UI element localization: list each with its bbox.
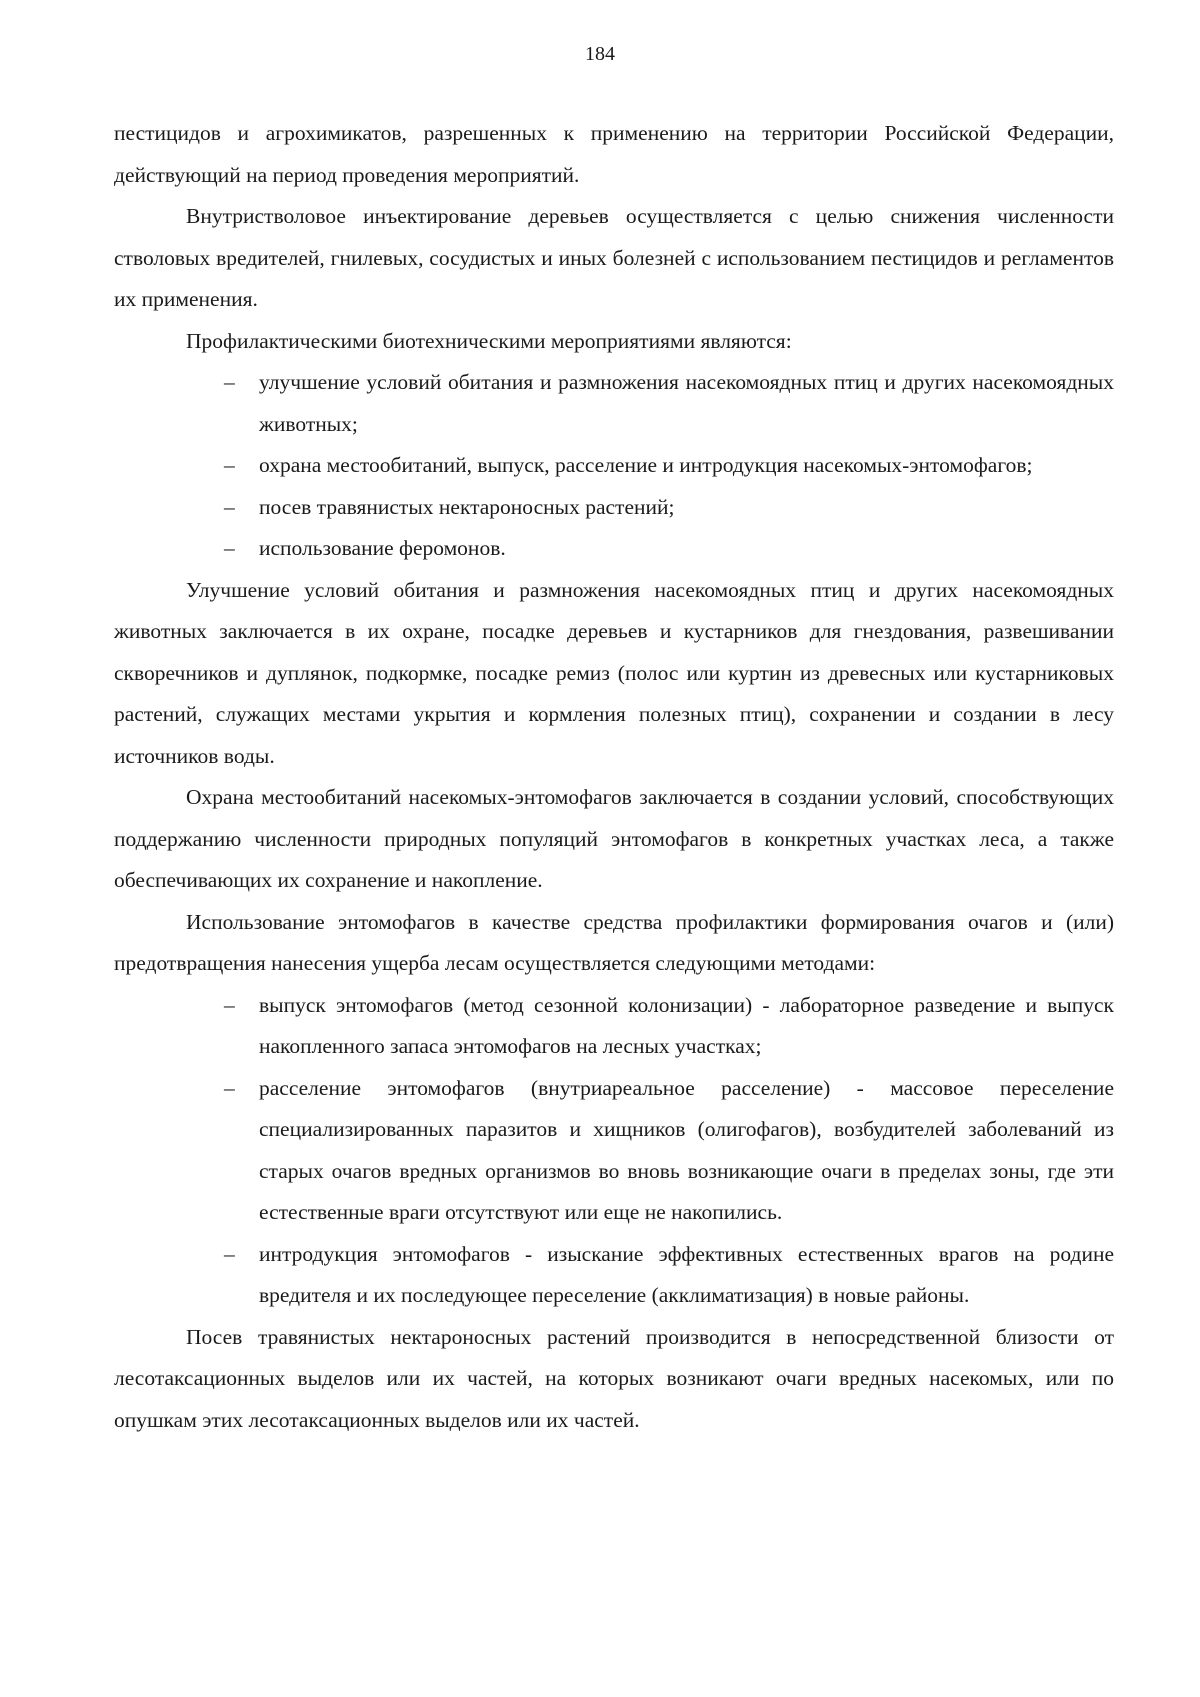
dash-bullet: – <box>224 370 235 394</box>
list-item-text: выпуск энтомофагов (метод сезонной колонизации) - лабораторное разведение и выпуск накопленного запаса энтомофагов на лесных участках; <box>259 992 1114 1058</box>
paragraph: Профилактическими биотехническими мероприятиями являются: <box>186 328 792 353</box>
page-number: 184 <box>585 43 615 65</box>
list-item <box>224 985 1114 1068</box>
list-item <box>224 445 1114 487</box>
list-item <box>224 487 1114 529</box>
document-body <box>114 113 1114 1441</box>
paragraph: Посев травянистых нектароносных растений производится в непосредственной близости от лесотаксационных выделов или их частей, на которых возникают очаги вредных насекомых, или по опушкам этих лесотаксационных выделов или их частей. <box>114 1324 1114 1432</box>
paragraph: Улучшение условий обитания и размножения насекомоядных птиц и других насекомоядных животных заключается в их охране, посадке деревьев и кустарников для гнездования, развешивании скворечников и дуплянок, подкормке, посадке ремиз (полос или куртин из древесных или кустарниковых растений, служащих местами укрытия и кормления полезных птиц), сохранении и создании в лесу источников воды. <box>114 577 1114 768</box>
list-item <box>224 528 1114 570</box>
paragraph: Использование энтомофагов в качестве средства профилактики формирования очагов и (или) предотвращения нанесения ущерба лесам осуществляется следующими методами: <box>114 909 1114 975</box>
list-item-text: использование феромонов. <box>259 536 506 560</box>
list-item-text: расселение энтомофагов (внутриареальное расселение) - массовое переселение специализированных паразитов и хищников (олигофагов), возбудителей заболеваний из старых очагов вредных организмов во вновь возникающие очаги в пределах зоны, где эти естественные враги отсутствуют или еще не накопились. <box>259 1075 1114 1224</box>
list-item-text: улучшение условий обитания и размножения насекомоядных птиц и других насекомоядных животных; <box>259 370 1114 436</box>
paragraph: Охрана местообитаний насекомых-энтомофагов заключается в создании условий, способствующих поддержанию численности природных популяций энтомофагов в конкретных участках леса, а также обеспечивающих их сохранение и накопление. <box>114 785 1114 892</box>
entomophage-methods-list <box>114 985 1114 1317</box>
list-item <box>224 1068 1114 1234</box>
list-item <box>224 1234 1114 1317</box>
dash-bullet: – <box>224 1241 235 1266</box>
dash-bullet: – <box>224 1075 235 1100</box>
paragraph: пестицидов и агрохимикатов, разрешенных к применению на территории Российской Федерации, действующий на период проведения мероприятий. <box>114 121 1114 187</box>
dash-bullet: – <box>224 494 235 519</box>
list-item-text: посев травянистых нектароносных растений; <box>259 494 675 519</box>
list-item <box>224 362 1114 445</box>
dash-bullet: – <box>224 992 235 1017</box>
dash-bullet: – <box>224 536 235 560</box>
list-item-text: интродукция энтомофагов - изыскание эффективных естественных врагов на родине вредителя и их последующее переселение (акклиматизация) в новые районы. <box>259 1241 1114 1307</box>
dash-bullet: – <box>224 453 235 477</box>
paragraph: Внутристволовое инъектирование деревьев осуществляется с целью снижения численности стволовых вредителей, гнилевых, сосудистых и иных болезней с использованием пестицидов и регламентов их применения. <box>114 204 1114 311</box>
biotechnical-measures-list <box>114 362 1114 570</box>
list-item-text: охрана местообитаний, выпуск, расселение и интродукция насекомых-энтомофагов; <box>259 453 1033 477</box>
